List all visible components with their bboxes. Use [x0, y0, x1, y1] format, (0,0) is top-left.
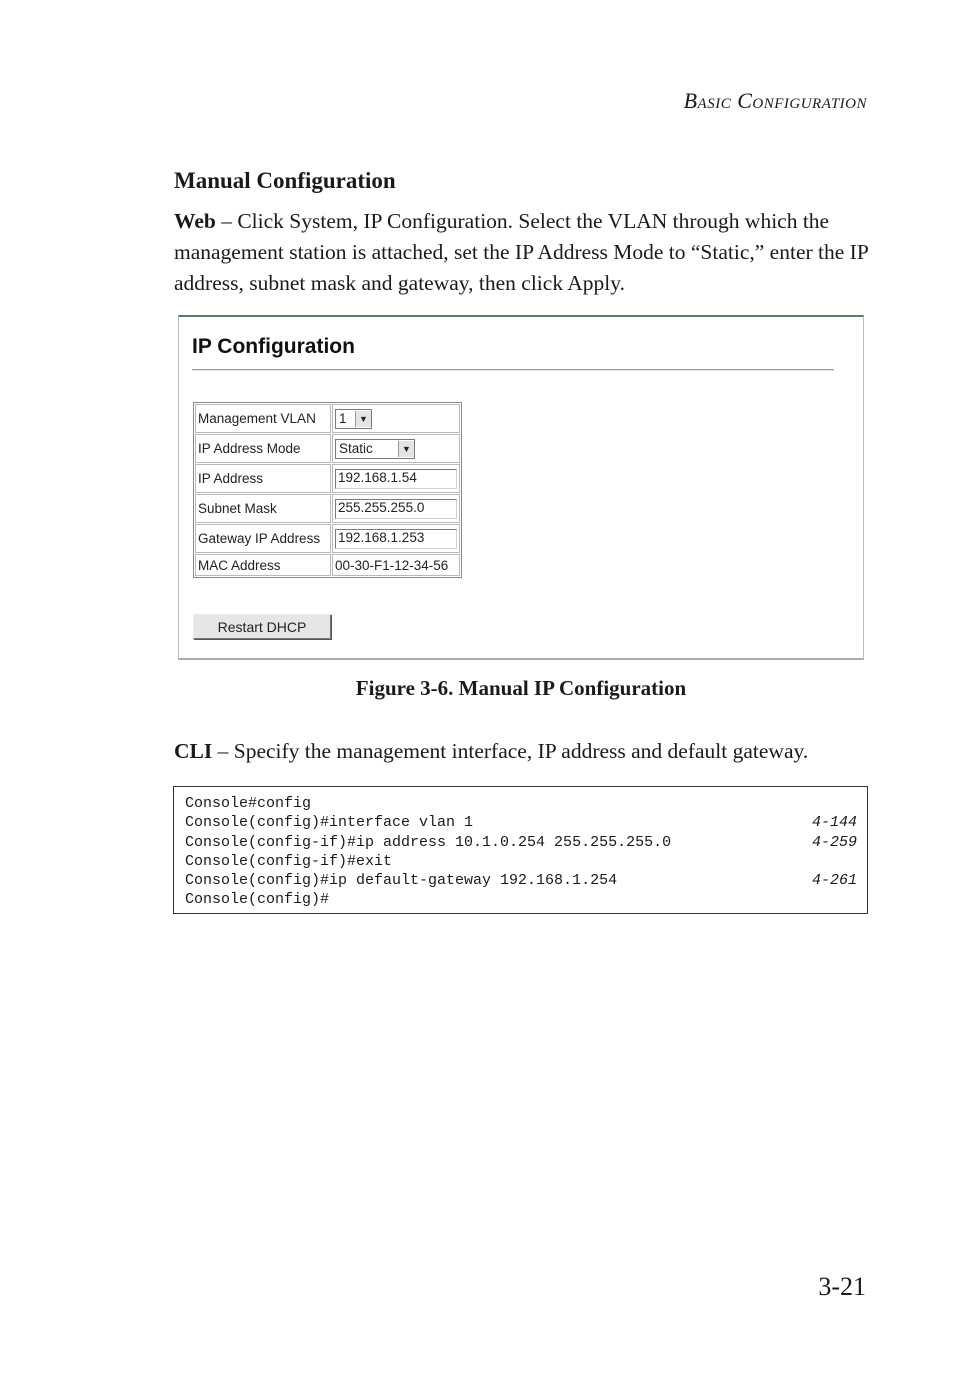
- mac-address-label: MAC Address: [195, 554, 331, 576]
- web-text: – Click System, IP Configuration. Select the VLAN through which the management station is attached, set the IP Address Mode to “Static,” enter the IP address, subnet mask and gateway, then click Apply.: [174, 209, 868, 295]
- code-reference: 4-261: [811, 872, 857, 890]
- ip-configuration-screenshot: [178, 315, 864, 660]
- code-command: Console#config: [185, 795, 312, 812]
- mac-address-value: 00-30-F1-12-34-56: [332, 554, 460, 576]
- figure-title: IP Configuration: [192, 335, 355, 358]
- chevron-down-icon[interactable]: ▼: [398, 441, 414, 457]
- table-row: [195, 554, 460, 576]
- ip-address-label: IP Address: [195, 464, 331, 493]
- code-command: Console(config)#ip default-gateway 192.168.1.254: [185, 872, 618, 890]
- ip-address-mode-value: Static: [339, 441, 373, 456]
- cli-instructions: [174, 736, 874, 767]
- page-number: 3-21: [818, 1272, 866, 1301]
- table-row: [195, 434, 460, 463]
- management-vlan-select[interactable]: [335, 409, 372, 429]
- management-vlan-value: 1: [339, 411, 347, 426]
- section-heading: Manual Configuration: [174, 168, 396, 193]
- running-header: Basic Configuration: [683, 88, 867, 113]
- ip-address-mode-select[interactable]: [335, 439, 415, 459]
- code-line: [185, 813, 857, 832]
- code-command: Console(config-if)#exit: [185, 852, 393, 870]
- web-instructions: [174, 206, 874, 299]
- web-lead: Web: [174, 209, 216, 233]
- table-row: [195, 494, 460, 523]
- code-line: [185, 871, 857, 890]
- cli-lead: CLI: [174, 739, 213, 763]
- cli-code-block: [173, 786, 868, 914]
- code-line: [185, 890, 857, 909]
- management-vlan-label: Management VLAN: [195, 404, 331, 433]
- table-row: [195, 464, 460, 493]
- cli-text: – Specify the management interface, IP address and default gateway.: [212, 739, 809, 763]
- code-command: Console(config-if)#ip address 10.1.0.254 255.255.255.0: [185, 833, 672, 851]
- table-row: [195, 524, 460, 553]
- gateway-ip-address-label: Gateway IP Address: [195, 524, 331, 553]
- ip-address-input[interactable]: 192.168.1.54: [335, 469, 457, 489]
- code-line: [185, 833, 857, 852]
- code-line: [185, 794, 857, 813]
- code-line: [185, 852, 857, 871]
- code-reference: 4-144: [811, 814, 857, 832]
- ip-address-mode-label: IP Address Mode: [195, 434, 331, 463]
- code-command: Console(config)#: [185, 891, 330, 909]
- code-reference: 4-259: [811, 833, 857, 851]
- code-command: Console(config)#interface vlan 1: [185, 814, 474, 832]
- subnet-mask-label: Subnet Mask: [195, 494, 331, 523]
- title-divider: [192, 369, 834, 371]
- subnet-mask-input[interactable]: 255.255.255.0: [335, 499, 457, 519]
- restart-dhcp-button[interactable]: Restart DHCP: [193, 614, 331, 639]
- chevron-down-icon[interactable]: ▼: [355, 411, 371, 427]
- table-row: [195, 404, 460, 433]
- ip-config-table: [193, 402, 462, 578]
- figure-caption: Figure 3-6. Manual IP Configuration: [355, 676, 687, 700]
- gateway-ip-address-input[interactable]: 192.168.1.253: [335, 529, 457, 549]
